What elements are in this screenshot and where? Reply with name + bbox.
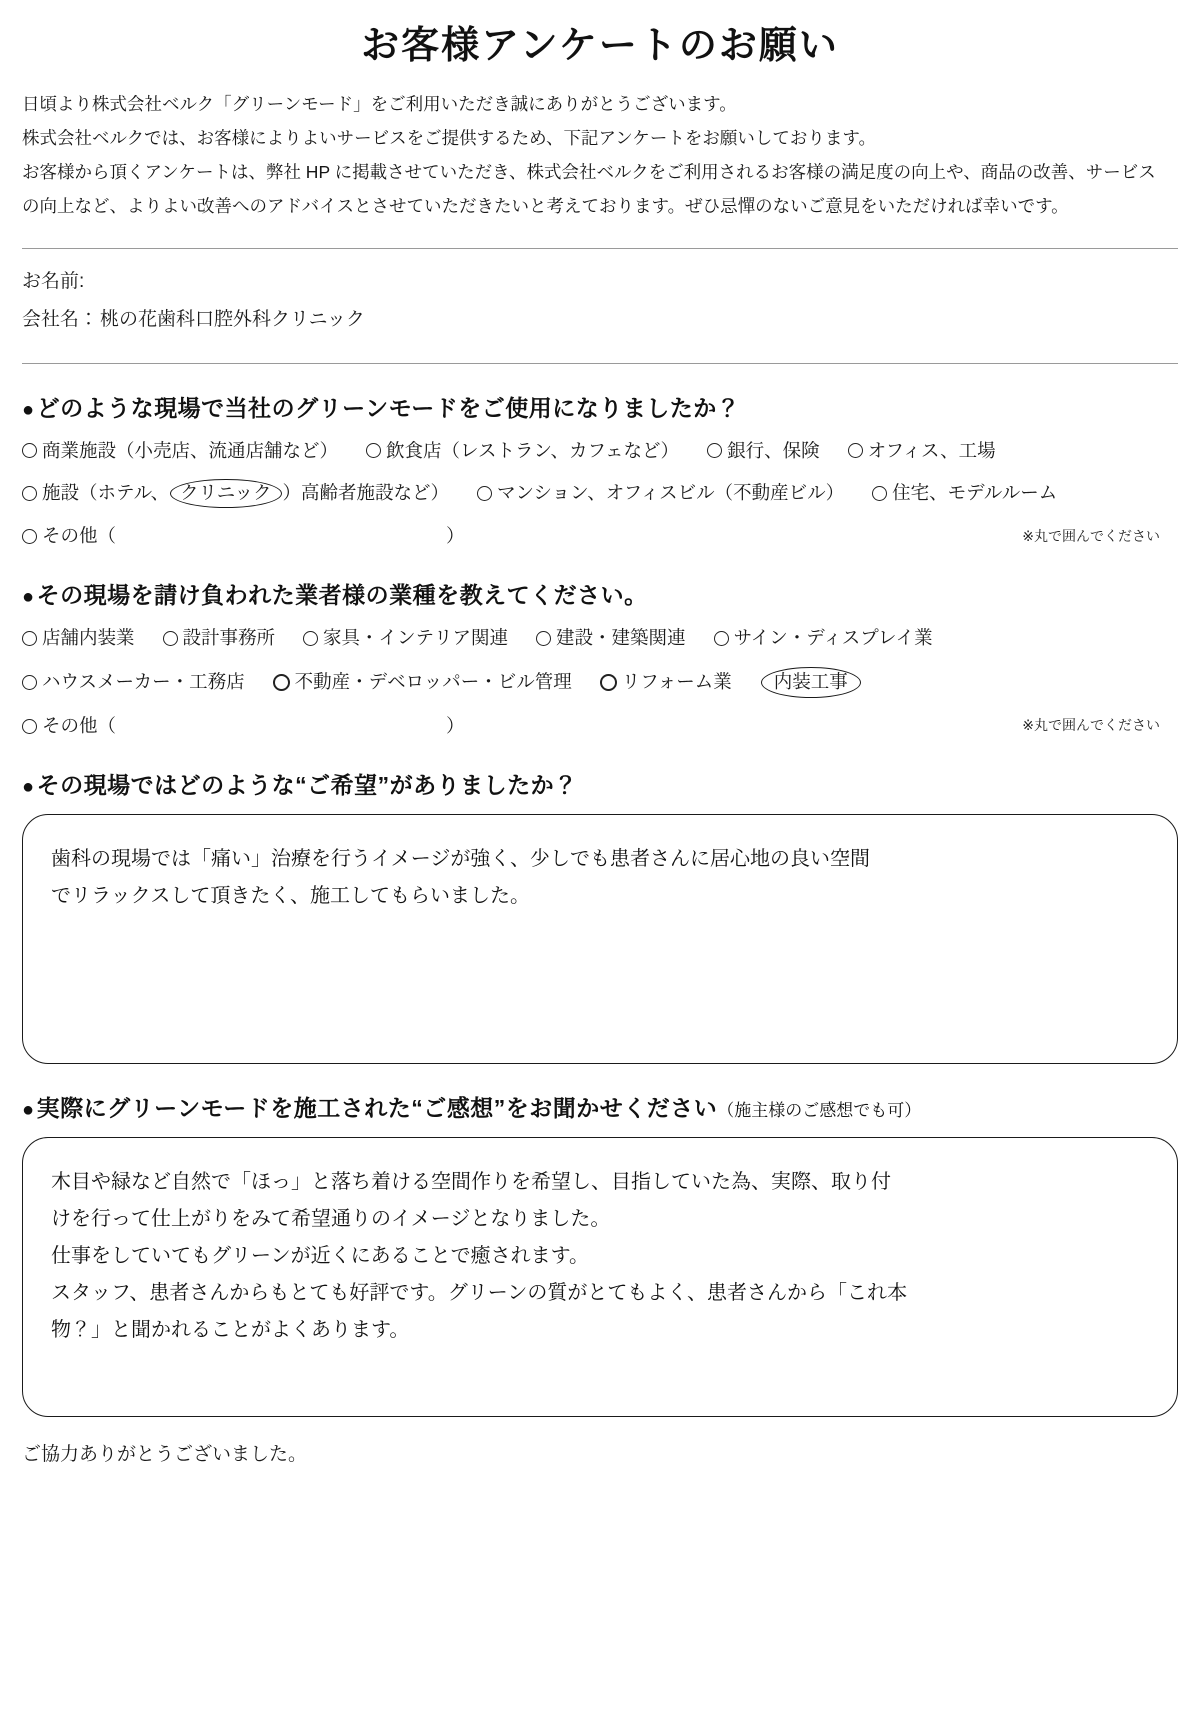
intro-line-1: 日頃より株式会社ベルク「グリーンモード」をご利用いただき誠にありがとうございます。 — [22, 94, 737, 114]
page-title: お客様アンケートのお願い — [361, 25, 839, 67]
question-2-text: その現場を請け負われた業者様の業種を教えてください。 — [36, 582, 648, 609]
q2-option-shop-interior[interactable] — [22, 624, 135, 653]
radio-circle-icon — [477, 486, 492, 501]
question-1-text: どのような現場で当社のグリーンモードをご使用になりましたか？ — [36, 394, 741, 421]
q1-option-other[interactable] — [22, 522, 465, 551]
q1-note: ※丸で囲んでください — [1022, 527, 1160, 544]
q2-option-other[interactable] — [22, 712, 465, 741]
divider-top — [22, 248, 1178, 249]
radio-circle-icon — [22, 529, 37, 544]
q1-option-restaurant[interactable] — [366, 437, 679, 466]
q2-other-close: ） — [446, 714, 465, 736]
question-2-options — [22, 624, 1178, 741]
q3-answer-line-2: でリラックスして頂きたく、施工してもらいました。 — [51, 884, 530, 907]
question-4-text: 実際にグリーンモードを施工された“ご感想”をお聞かせください — [36, 1094, 718, 1121]
radio-circle-icon — [872, 486, 887, 501]
q3-answer-line-1: 歯科の現場では「痛い」治療を行うイメージが強く、少しでも患者さんに居心地の良い空間 — [51, 847, 870, 870]
question-3-answer-box[interactable] — [22, 814, 1178, 1064]
q4-answer-line-5: 物？」と聞かれることがよくあります。 — [51, 1318, 410, 1341]
q1-option-row-3 — [22, 522, 1178, 551]
q2-option-label: 家具・インテリア関連 — [323, 627, 509, 649]
q4-answer-line-3: 仕事をしていてもグリーンが近くにあることで癒されます。 — [51, 1244, 589, 1267]
radio-circle-icon — [600, 674, 617, 691]
q1-option-label: マンション、オフィスビル（不動産ビル） — [497, 482, 845, 504]
radio-circle-icon — [707, 443, 722, 458]
q1-option-label-post: ）高齢者施設など） — [282, 482, 450, 504]
radio-circle-icon — [273, 674, 290, 691]
q2-option-design-office[interactable] — [163, 624, 276, 653]
q1-option-commercial[interactable] — [22, 437, 338, 466]
radio-circle-icon — [366, 443, 381, 458]
q2-option-row-1 — [22, 624, 1178, 653]
radio-circle-icon — [22, 486, 37, 501]
q2-option-label: ハウスメーカー・工務店 — [42, 670, 245, 692]
q1-other-label: その他（ — [42, 525, 117, 547]
radio-circle-icon — [163, 631, 178, 646]
question-4-heading — [22, 1090, 1178, 1123]
radio-circle-icon — [22, 719, 37, 734]
radio-circle-icon — [22, 631, 37, 646]
intro-line-3: お客様から頂くアンケートは、弊社 HP に掲載させていただき、株式会社ベルクをご利用されるお客様の満足度の向上や、商品の改善、サービスの向上など、よりよい改善へのアドバイスとさせていただきたいと考えております。ぜひ忌憚のないご意見をいただければ幸いです。 — [22, 162, 1156, 217]
radio-circle-icon — [22, 675, 37, 690]
q2-option-label: サイン・ディスプレイ業 — [733, 627, 933, 649]
q1-option-row-1 — [22, 437, 1178, 466]
q1-option-label: 飲食店（レストラン、カフェなど） — [386, 439, 680, 461]
question-2-heading — [22, 577, 1178, 610]
q4-answer-line-2: けを行って仕上がりをみて希望通りのイメージとなりました。 — [51, 1207, 611, 1230]
question-3-text: その現場ではどのような“ご希望”がありましたか？ — [36, 771, 578, 798]
survey-page — [0, 14, 1200, 1712]
q2-option-row-3 — [22, 712, 1178, 741]
q1-other-close: ） — [446, 525, 465, 547]
q1-option-label: 住宅、モデルルーム — [892, 482, 1058, 504]
company-label: 会社名： — [22, 308, 99, 330]
q2-option-label: リフォーム業 — [621, 670, 732, 692]
q2-option-label: 不動産・デベロッパー・ビル管理 — [294, 670, 572, 692]
divider-identity — [22, 363, 1178, 364]
q2-option-housemaker[interactable] — [22, 668, 245, 697]
q1-option-label: 銀行、保険 — [727, 439, 820, 461]
company-value[interactable]: 桃の花歯科口腔外科クリニック — [100, 308, 365, 330]
handwritten-circle-interior-work: 内装工事 — [761, 667, 861, 698]
radio-circle-icon — [303, 631, 318, 646]
q2-other-label: その他（ — [42, 714, 117, 736]
question-1-options — [22, 437, 1178, 552]
q4-answer-line-1: 木目や緑など自然で「ほっ」と落ち着ける空間作りを希望し、目指していた為、実際、取り付 — [51, 1170, 891, 1193]
intro-text — [22, 87, 1170, 224]
intro-line-2: 株式会社ベルクでは、お客様によりよいサービスをご提供するため、下記アンケートをお願いしております。 — [22, 128, 876, 149]
q2-option-row-2 — [22, 667, 1178, 698]
q2-option-label: 建設・建築関連 — [556, 627, 686, 649]
q1-option-row-2 — [22, 479, 1178, 508]
bullet-icon: ● — [22, 1098, 35, 1121]
name-row — [22, 263, 1178, 301]
q2-option-reform[interactable] — [600, 668, 732, 697]
question-4-subtext: （施主様のご感想でも可） — [717, 1100, 922, 1120]
name-label: お名前: — [22, 270, 85, 292]
q4-answer-line-4: スタッフ、患者さんからもとても好評です。グリーンの質がとてもよく、患者さんから「これ本 — [51, 1281, 907, 1304]
identity-block — [22, 263, 1178, 339]
question-4-answer-box[interactable] — [22, 1137, 1178, 1417]
bullet-icon: ● — [22, 586, 35, 609]
q2-note: ※丸で囲んでください — [1022, 717, 1160, 734]
radio-circle-icon — [536, 631, 551, 646]
q2-option-label: 設計事務所 — [182, 627, 276, 649]
radio-circle-icon — [714, 631, 729, 646]
question-3-heading — [22, 767, 1178, 800]
question-1-heading — [22, 390, 1178, 423]
q2-option-label: 店舗内装業 — [42, 627, 135, 649]
q2-option-furniture[interactable] — [303, 624, 508, 653]
q1-option-label: オフィス、工場 — [867, 439, 996, 461]
radio-circle-icon — [22, 443, 37, 458]
bullet-icon: ● — [22, 775, 35, 798]
closing-text: ご協力ありがとうございました。 — [22, 1443, 308, 1465]
q2-option-realestate[interactable] — [273, 668, 572, 697]
q1-option-mansion[interactable] — [477, 479, 844, 508]
q2-option-sign-display[interactable] — [714, 624, 933, 653]
bullet-icon: ● — [22, 398, 35, 421]
q1-option-house[interactable] — [872, 479, 1057, 508]
q1-option-facility[interactable] — [22, 479, 449, 508]
q1-option-bank[interactable] — [707, 437, 820, 466]
q1-option-office[interactable] — [848, 437, 996, 466]
company-row — [22, 301, 1178, 339]
q2-option-construction[interactable] — [536, 624, 686, 653]
q1-option-label: 商業施設（小売店、流通店舗など） — [42, 439, 339, 461]
radio-circle-icon — [848, 443, 863, 458]
q1-option-label-pre: 施設（ホテル、 — [42, 482, 170, 504]
handwritten-circle-clinic: クリニック — [170, 479, 281, 508]
